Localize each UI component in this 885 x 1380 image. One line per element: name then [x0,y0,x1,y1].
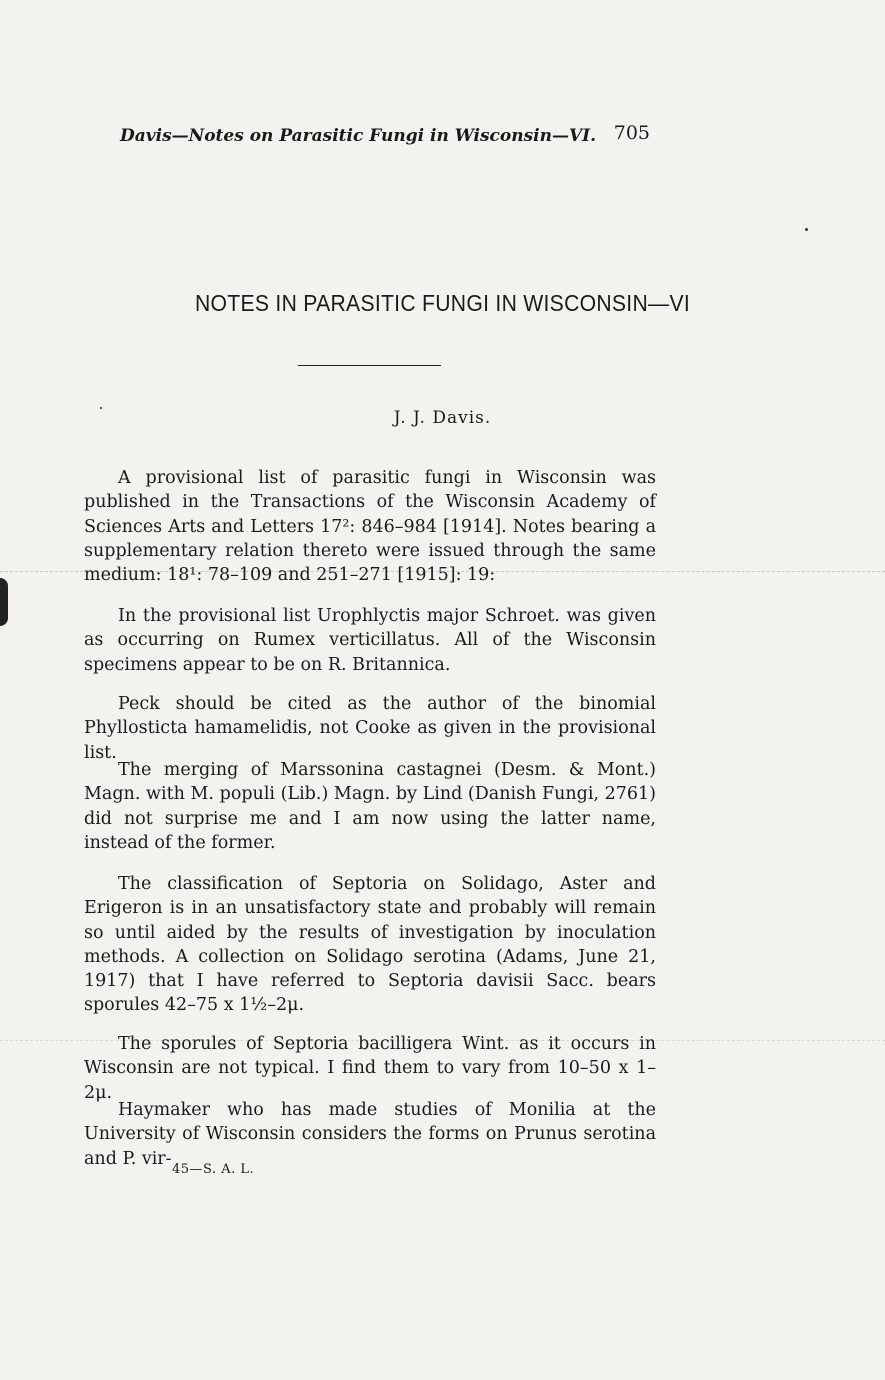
article-title: NOTES IN PARASITIC FUNGI IN WISCONSIN—VI [194,290,691,316]
paragraph-text: The classification of Septoria on Solidago, Aster and Erigeron is in an unsatisfactory state and probably will remain so until aided by the results of investigation by inoculation methods. A collection on Solidago serotina (Adams, June 21, 1917) that I have referred to Septoria davisii Sacc. bears sporules 42–75 x 1½–2μ. [84,874,656,1016]
paragraph [84,604,656,677]
paragraph-text: Haymaker who has made studies of Monilia at the University of Wisconsin considers the forms on Prunus serotina and P. vir- [84,1100,656,1169]
paragraph [84,466,656,587]
paragraph-text: The merging of Marssonina castagnei (Desm. & Mont.) Magn. with M. populi (Lib.) Magn. by Lind (Danish Fungi, 2761) did not surprise me and I am now using the latter name, instead of the former. [84,760,656,853]
paragraph [84,872,656,1018]
title-rule [298,365,441,366]
paragraph-text: A provisional list of parasitic fungi in Wisconsin was published in the Transactions of the Wisconsin Academy of Sciences Arts and Letters 17²: 846–984 [1914]. Notes bearing a supplementary relation thereto were issued through the same medium: 18¹: 78–109 and 251–271 [1915]: 19: [84,468,656,586]
paragraph [84,1032,656,1105]
page-number: 705 [613,122,650,144]
signature-mark: 45—S. A. L. [172,1162,255,1177]
article-author: J. J. Davis. [393,408,492,428]
paragraph [84,1098,656,1171]
paragraph-text: The sporules of Septoria bacilligera Wint. as it occurs in Wisconsin are not typical. I find them to vary from 10–50 x 1–2μ. [84,1034,656,1103]
paragraph-text: In the provisional list Urophlyctis major Schroet. was given as occurring on Rumex verticillatus. All of the Wisconsin specimens appear to be on R. Britannica. [84,606,656,675]
paragraph-text: Peck should be cited as the author of the binomial Phyllosticta hamamelidis, not Cooke as given in the provisional list. [84,694,656,763]
paragraph [84,692,656,765]
running-head-title: Davis—Notes on Parasitic Fungi in Wisconsin—VI. [120,126,597,146]
paragraph [84,758,656,855]
speck [805,228,808,231]
binding-edge-mark [0,578,8,626]
